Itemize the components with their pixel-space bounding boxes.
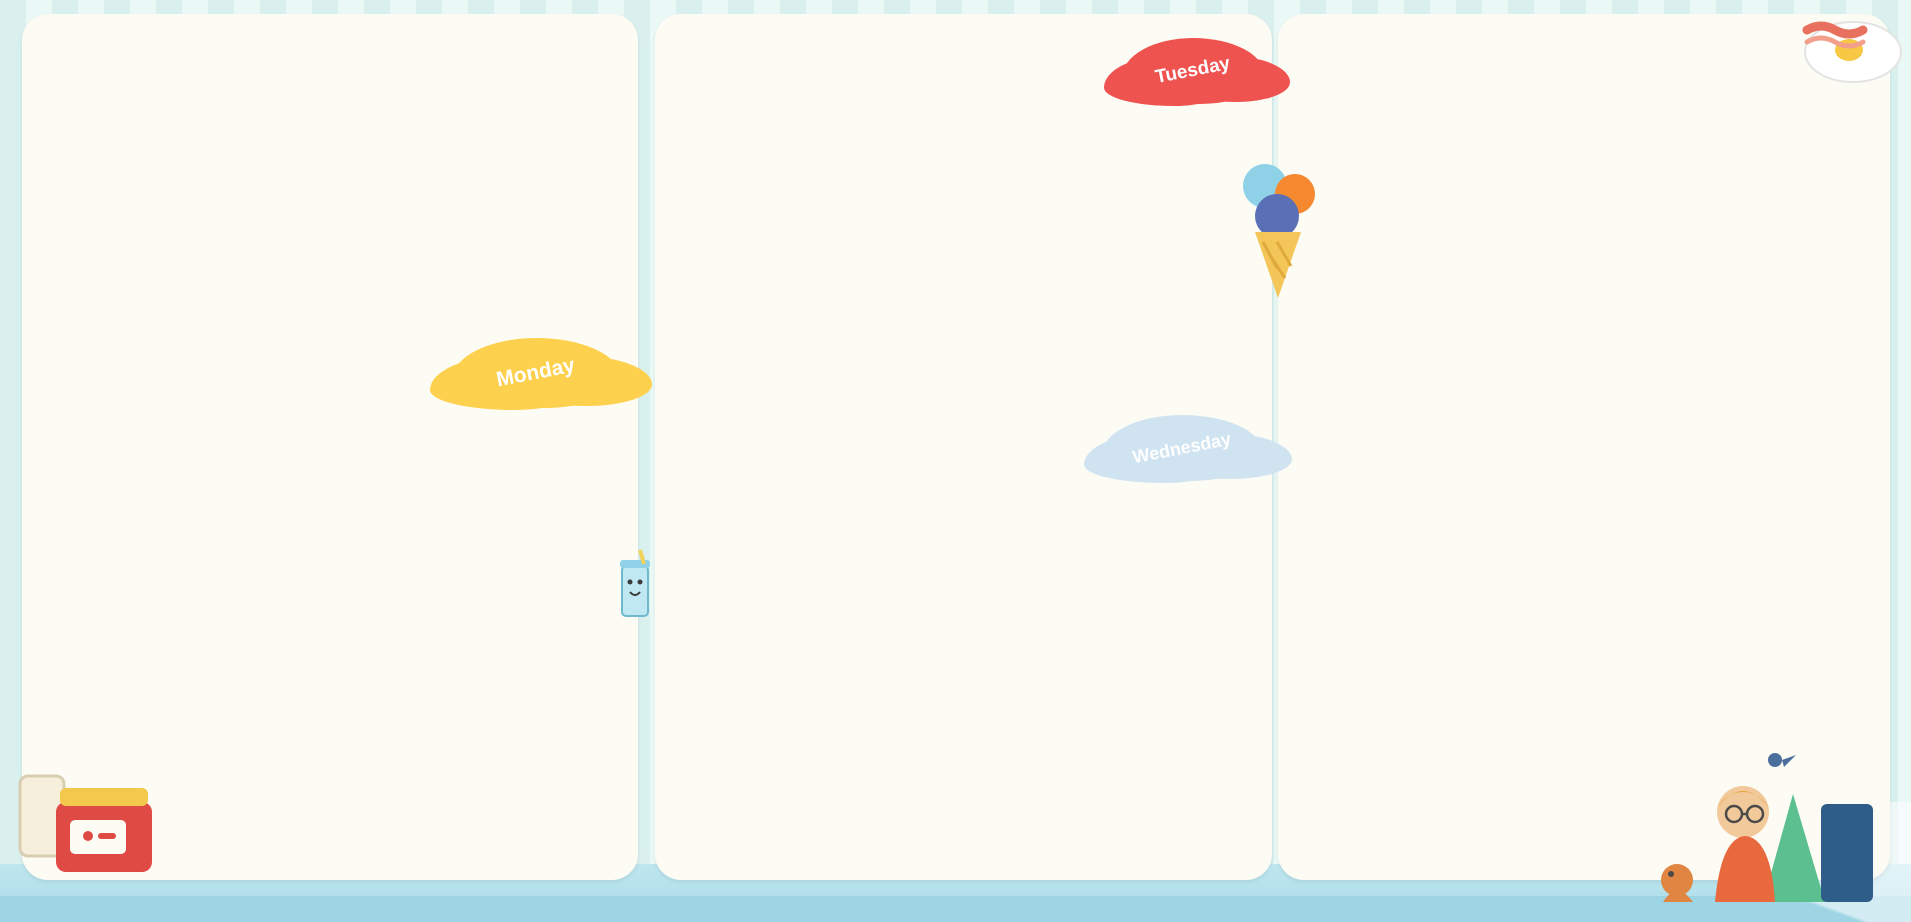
- day-badge-tuesday: Tuesday: [1122, 38, 1264, 104]
- drink-cup-icon: [610, 548, 660, 628]
- day-badge-monday: Monday: [452, 338, 620, 408]
- panel-left: [22, 14, 638, 880]
- toaster-character-icon: [8, 754, 168, 904]
- fried-egg-bacon-icon: [1791, 0, 1911, 90]
- child-reading-illustration: [1643, 734, 1893, 904]
- ice-cream-icon: [1233, 158, 1323, 308]
- day-badge-wednesday: Wednesday: [1102, 415, 1262, 481]
